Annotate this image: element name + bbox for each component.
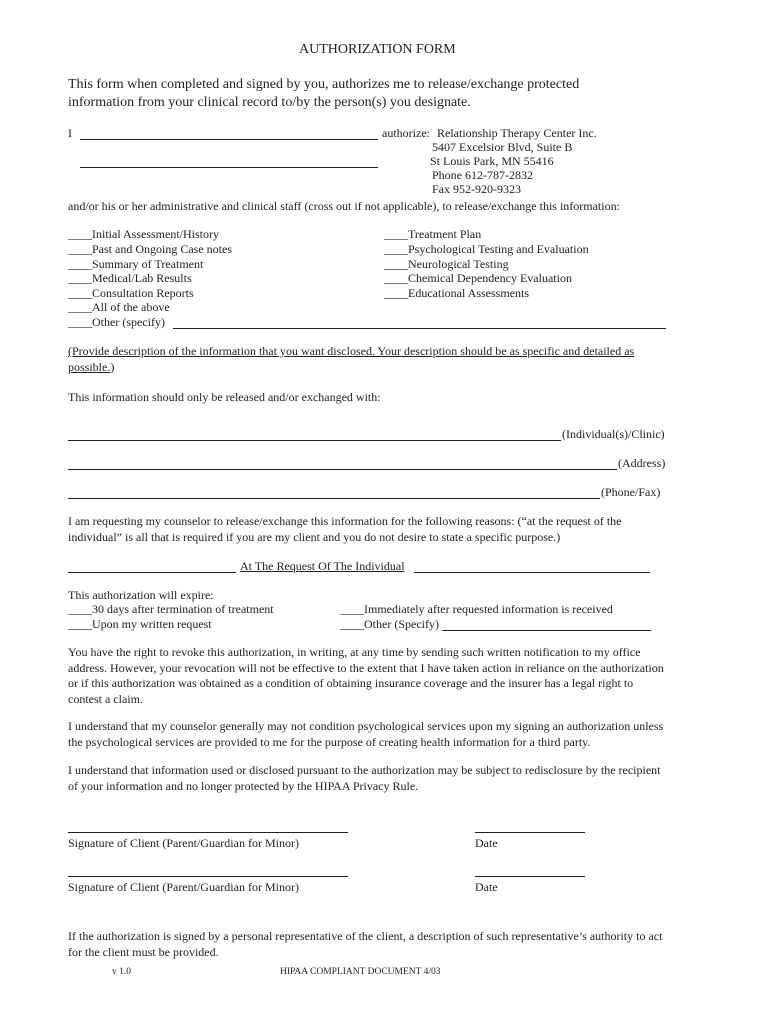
therapy-center-fax: Fax 952-920-9323 <box>432 182 521 196</box>
intro-line-1: This form when completed and signed by you, authorizes me to release/exchange protected <box>68 77 580 92</box>
therapy-center-name: Relationship Therapy Center Inc. <box>437 126 597 140</box>
date-label-2: Date <box>475 880 498 894</box>
recipient-phone-label: (Phone/Fax) <box>601 485 661 499</box>
expire-other-field[interactable] <box>442 630 651 631</box>
info-option-case-notes[interactable]: ____Past and Ongoing Case notes <box>68 242 232 256</box>
expire-option-immediately[interactable]: ____Immediately after requested information is received <box>340 602 613 616</box>
page-title: AUTHORIZATION FORM <box>299 42 456 57</box>
signature-label-1: Signature of Client (Parent/Guardian for Minor) <box>68 836 299 850</box>
info-option-chemical-dependency[interactable]: ____Chemical Dependency Evaluation <box>384 271 572 285</box>
footer-compliance: HIPAA COMPLIANT DOCUMENT 4/03 <box>280 967 441 977</box>
reasons-text: I am requesting my counselor to release/exchange this information for the following reasons: (“at the request of the individual” is all that is required if you are my client and you do not desire to state a specific purpose.) <box>68 514 622 544</box>
representative-note: If the authorization is signed by a personal representative of the client, a description of such representative’s authority to act for the client must be provided. <box>68 929 663 959</box>
staff-line: and/or his or her administrative and clinical staff (cross out if not applicable), to release/exchange this information: <box>68 199 620 213</box>
therapy-center-phone: Phone 612-787-2832 <box>432 168 533 182</box>
info-option-all[interactable]: ____All of the above <box>68 300 170 314</box>
authorize-label: authorize: <box>382 126 430 140</box>
signature-field-1[interactable] <box>68 832 348 833</box>
condition-paragraph: I understand that my counselor generally may not condition psychological services upon my signing an authorization unless the psychological services are provided to me for the purpose of creating health information for a third party. <box>68 719 664 749</box>
date-label-1: Date <box>475 836 498 850</box>
reason-value[interactable]: At The Request Of The Individual <box>240 559 405 573</box>
date-field-1[interactable] <box>475 832 585 833</box>
therapy-center-street: 5407 Excelsior Blvd, Suite B <box>432 140 573 154</box>
release-with-text: This information should only be released and/or exchanged with: <box>68 390 381 404</box>
client-name-field[interactable] <box>80 139 378 140</box>
recipient-individual-label: (Individual(s)/Clinic) <box>562 427 665 441</box>
expire-option-30-days[interactable]: ____30 days after termination of treatment <box>68 602 274 616</box>
client-name-field-2[interactable] <box>80 167 378 168</box>
reason-line-right <box>414 572 650 573</box>
info-option-medical-lab[interactable]: ____Medical/Lab Results <box>68 271 192 285</box>
footer-version: v 1.0 <box>112 967 131 977</box>
info-option-initial-assessment[interactable]: ____Initial Assessment/History <box>68 227 219 241</box>
info-other-field[interactable] <box>173 328 666 329</box>
redisclosure-paragraph: I understand that information used or disclosed pursuant to the authorization may be subject to redisclosure by the recipient of your information and no longer protected by the HIPAA Privacy Rule. <box>68 763 661 793</box>
recipient-phone-field[interactable] <box>68 498 600 499</box>
expire-heading: This authorization will expire: <box>68 588 214 602</box>
info-option-educational[interactable]: ____Educational Assessments <box>384 286 529 300</box>
revocation-paragraph: You have the right to revoke this authorization, in writing, at any time by sending such written notification to my office address. However, your revocation will not be effective to the extent that I have taken action in reliance on the authorization or if this authorization was obtained as a condition of obtaining insurance coverage and the insurer has a legal right to contest a claim. <box>68 645 664 706</box>
info-option-other[interactable]: ____Other (specify) <box>68 315 165 329</box>
recipient-address-label: (Address) <box>618 456 666 470</box>
reason-line-left <box>68 572 236 573</box>
signature-field-2[interactable] <box>68 876 348 877</box>
info-option-treatment-plan[interactable]: ____Treatment Plan <box>384 227 482 241</box>
info-option-summary[interactable]: ____Summary of Treatment <box>68 257 204 271</box>
expire-option-other[interactable]: ____Other (Specify) <box>340 617 439 631</box>
authorize-prefix: I <box>68 126 72 140</box>
recipient-individual-field[interactable] <box>68 440 561 441</box>
expire-option-written-request[interactable]: ____Upon my written request <box>68 617 212 631</box>
recipient-address-field[interactable] <box>68 469 617 470</box>
info-option-psych-testing[interactable]: ____Psychological Testing and Evaluation <box>384 242 589 256</box>
info-option-consultation[interactable]: ____Consultation Reports <box>68 286 194 300</box>
intro-line-2: information from your clinical record to/by the person(s) you designate. <box>68 95 471 110</box>
date-field-2[interactable] <box>475 876 585 877</box>
info-option-neuro-testing[interactable]: ____Neurological Testing <box>384 257 509 271</box>
description-note: (Provide description of the information that you want disclosed. Your description should be as specific and detailed as possible.) <box>68 344 635 374</box>
signature-label-2: Signature of Client (Parent/Guardian for Minor) <box>68 880 299 894</box>
therapy-center-city: St Louis Park, MN 55416 <box>430 154 554 168</box>
